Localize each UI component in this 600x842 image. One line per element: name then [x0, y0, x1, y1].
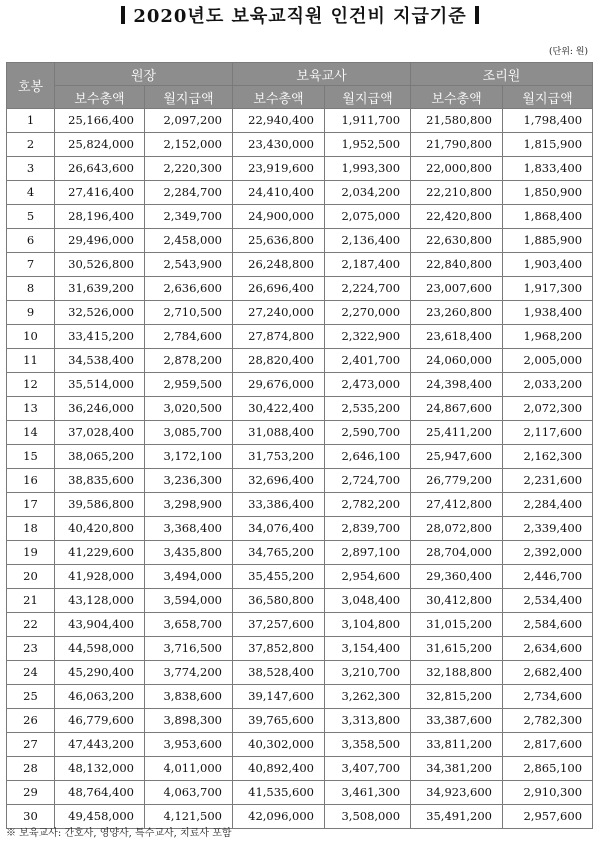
amount-cell: 3,461,300 — [325, 781, 411, 805]
amount-cell: 2,231,600 — [503, 469, 593, 493]
table-row — [7, 349, 593, 373]
table-row — [7, 757, 593, 781]
amount-cell: 31,088,400 — [233, 421, 325, 445]
amount-cell: 25,824,000 — [55, 133, 145, 157]
amount-cell: 21,580,800 — [411, 109, 503, 133]
amount-cell: 3,774,200 — [145, 661, 233, 685]
rank-cell: 15 — [7, 445, 55, 469]
amount-cell: 2,401,700 — [325, 349, 411, 373]
amount-cell: 40,892,400 — [233, 757, 325, 781]
rank-cell: 7 — [7, 253, 55, 277]
amount-cell: 2,034,200 — [325, 181, 411, 205]
rank-cell: 23 — [7, 637, 55, 661]
amount-cell: 30,412,800 — [411, 589, 503, 613]
amount-cell: 47,443,200 — [55, 733, 145, 757]
salary-table — [6, 62, 593, 829]
amount-cell: 2,339,400 — [503, 517, 593, 541]
amount-cell: 46,779,600 — [55, 709, 145, 733]
amount-cell: 2,220,300 — [145, 157, 233, 181]
rank-cell: 29 — [7, 781, 55, 805]
rank-cell: 27 — [7, 733, 55, 757]
amount-cell: 2,959,500 — [145, 373, 233, 397]
amount-cell: 21,790,800 — [411, 133, 503, 157]
amount-cell: 38,065,200 — [55, 445, 145, 469]
amount-cell: 3,658,700 — [145, 613, 233, 637]
table-row — [7, 781, 593, 805]
amount-cell: 2,033,200 — [503, 373, 593, 397]
rank-cell: 20 — [7, 565, 55, 589]
amount-cell: 23,430,000 — [233, 133, 325, 157]
amount-cell: 24,900,000 — [233, 205, 325, 229]
amount-cell: 25,411,200 — [411, 421, 503, 445]
table-row — [7, 325, 593, 349]
amount-cell: 41,928,000 — [55, 565, 145, 589]
amount-cell: 2,543,900 — [145, 253, 233, 277]
amount-cell: 34,381,200 — [411, 757, 503, 781]
rank-cell: 28 — [7, 757, 55, 781]
rank-cell: 25 — [7, 685, 55, 709]
table-row — [7, 253, 593, 277]
amount-cell: 24,867,600 — [411, 397, 503, 421]
amount-cell: 2,734,600 — [503, 685, 593, 709]
title-left-bar — [121, 6, 125, 24]
rank-cell: 10 — [7, 325, 55, 349]
amount-cell: 2,136,400 — [325, 229, 411, 253]
amount-cell: 2,117,600 — [503, 421, 593, 445]
table-row — [7, 469, 593, 493]
table-header — [7, 63, 593, 109]
amount-cell: 3,172,100 — [145, 445, 233, 469]
rank-cell: 21 — [7, 589, 55, 613]
amount-cell: 23,919,600 — [233, 157, 325, 181]
rank-cell: 4 — [7, 181, 55, 205]
amount-cell: 42,096,000 — [233, 805, 325, 829]
amount-cell: 25,636,800 — [233, 229, 325, 253]
amount-cell: 2,784,600 — [145, 325, 233, 349]
table-row — [7, 685, 593, 709]
table-row — [7, 373, 593, 397]
amount-cell: 35,455,200 — [233, 565, 325, 589]
amount-cell: 2,446,700 — [503, 565, 593, 589]
amount-cell: 1,815,900 — [503, 133, 593, 157]
amount-cell: 31,639,200 — [55, 277, 145, 301]
amount-cell: 2,322,900 — [325, 325, 411, 349]
header-sub: 월지급액 — [325, 86, 411, 109]
amount-cell: 2,162,300 — [503, 445, 593, 469]
amount-cell: 2,284,700 — [145, 181, 233, 205]
amount-cell: 3,594,000 — [145, 589, 233, 613]
table-body — [7, 109, 593, 829]
amount-cell: 1,885,900 — [503, 229, 593, 253]
amount-cell: 1,911,700 — [325, 109, 411, 133]
amount-cell: 32,188,800 — [411, 661, 503, 685]
amount-cell: 1,798,400 — [503, 109, 593, 133]
rank-cell: 6 — [7, 229, 55, 253]
amount-cell: 38,835,600 — [55, 469, 145, 493]
amount-cell: 48,764,400 — [55, 781, 145, 805]
table-row — [7, 661, 593, 685]
table-row — [7, 541, 593, 565]
rank-cell: 22 — [7, 613, 55, 637]
amount-cell: 46,063,200 — [55, 685, 145, 709]
amount-cell: 2,270,000 — [325, 301, 411, 325]
amount-cell: 32,696,400 — [233, 469, 325, 493]
amount-cell: 2,634,600 — [503, 637, 593, 661]
amount-cell: 3,210,700 — [325, 661, 411, 685]
table-row — [7, 157, 593, 181]
amount-cell: 41,229,600 — [55, 541, 145, 565]
amount-cell: 2,097,200 — [145, 109, 233, 133]
amount-cell: 2,473,000 — [325, 373, 411, 397]
amount-cell: 27,416,400 — [55, 181, 145, 205]
amount-cell: 33,811,200 — [411, 733, 503, 757]
amount-cell: 2,782,200 — [325, 493, 411, 517]
amount-cell: 24,060,000 — [411, 349, 503, 373]
amount-cell: 44,598,000 — [55, 637, 145, 661]
amount-cell: 37,028,400 — [55, 421, 145, 445]
amount-cell: 3,298,900 — [145, 493, 233, 517]
amount-cell: 26,779,200 — [411, 469, 503, 493]
amount-cell: 33,415,200 — [55, 325, 145, 349]
amount-cell: 26,643,600 — [55, 157, 145, 181]
amount-cell: 2,187,400 — [325, 253, 411, 277]
amount-cell: 1,903,400 — [503, 253, 593, 277]
amount-cell: 39,765,600 — [233, 709, 325, 733]
table-row — [7, 709, 593, 733]
table-row — [7, 565, 593, 589]
amount-cell: 2,782,300 — [503, 709, 593, 733]
table-row — [7, 229, 593, 253]
amount-cell: 3,104,800 — [325, 613, 411, 637]
amount-cell: 4,121,500 — [145, 805, 233, 829]
amount-cell: 2,075,000 — [325, 205, 411, 229]
amount-cell: 2,897,100 — [325, 541, 411, 565]
rank-cell: 26 — [7, 709, 55, 733]
amount-cell: 4,063,700 — [145, 781, 233, 805]
unit-label: (단위: 원) — [549, 47, 588, 57]
title-text: 2020년도 보육교직원 인건비 지급기준 — [133, 6, 467, 27]
amount-cell: 32,526,000 — [55, 301, 145, 325]
rank-cell: 1 — [7, 109, 55, 133]
amount-cell: 26,248,800 — [233, 253, 325, 277]
amount-cell: 23,260,800 — [411, 301, 503, 325]
amount-cell: 37,257,600 — [233, 613, 325, 637]
rank-cell: 8 — [7, 277, 55, 301]
amount-cell: 40,302,000 — [233, 733, 325, 757]
table-row — [7, 109, 593, 133]
amount-cell: 28,196,400 — [55, 205, 145, 229]
header-sub: 월지급액 — [145, 86, 233, 109]
amount-cell: 49,458,000 — [55, 805, 145, 829]
header-sub: 보수총액 — [55, 86, 145, 109]
amount-cell: 2,072,300 — [503, 397, 593, 421]
page-title — [0, 4, 600, 30]
amount-cell: 27,874,800 — [233, 325, 325, 349]
amount-cell: 32,815,200 — [411, 685, 503, 709]
table-row — [7, 493, 593, 517]
amount-cell: 2,392,000 — [503, 541, 593, 565]
header-sub: 보수총액 — [411, 86, 503, 109]
rank-cell: 18 — [7, 517, 55, 541]
amount-cell: 33,386,400 — [233, 493, 325, 517]
table-row — [7, 589, 593, 613]
amount-cell: 3,020,500 — [145, 397, 233, 421]
amount-cell: 1,938,400 — [503, 301, 593, 325]
table-row — [7, 181, 593, 205]
amount-cell: 1,868,400 — [503, 205, 593, 229]
amount-cell: 2,224,700 — [325, 277, 411, 301]
amount-cell: 2,284,400 — [503, 493, 593, 517]
amount-cell: 1,917,300 — [503, 277, 593, 301]
amount-cell: 1,850,900 — [503, 181, 593, 205]
amount-cell: 2,535,200 — [325, 397, 411, 421]
table-row — [7, 733, 593, 757]
table-row — [7, 421, 593, 445]
rank-cell: 5 — [7, 205, 55, 229]
amount-cell: 30,526,800 — [55, 253, 145, 277]
amount-cell: 29,360,400 — [411, 565, 503, 589]
amount-cell: 3,898,300 — [145, 709, 233, 733]
amount-cell: 31,015,200 — [411, 613, 503, 637]
amount-cell: 27,412,800 — [411, 493, 503, 517]
amount-cell: 3,716,500 — [145, 637, 233, 661]
table-row — [7, 133, 593, 157]
amount-cell: 40,420,800 — [55, 517, 145, 541]
rank-cell: 2 — [7, 133, 55, 157]
amount-cell: 34,765,200 — [233, 541, 325, 565]
amount-cell: 22,000,800 — [411, 157, 503, 181]
amount-cell: 3,953,600 — [145, 733, 233, 757]
title-right-bar — [475, 6, 479, 24]
amount-cell: 39,147,600 — [233, 685, 325, 709]
amount-cell: 27,240,000 — [233, 301, 325, 325]
amount-cell: 2,878,200 — [145, 349, 233, 373]
amount-cell: 1,833,400 — [503, 157, 593, 181]
amount-cell: 2,584,600 — [503, 613, 593, 637]
amount-cell: 48,132,000 — [55, 757, 145, 781]
amount-cell: 43,904,400 — [55, 613, 145, 637]
amount-cell: 3,435,800 — [145, 541, 233, 565]
header-group-cook: 조리원 — [411, 63, 593, 86]
amount-cell: 1,968,200 — [503, 325, 593, 349]
amount-cell: 2,349,700 — [145, 205, 233, 229]
amount-cell: 3,313,800 — [325, 709, 411, 733]
amount-cell: 2,534,400 — [503, 589, 593, 613]
amount-cell: 28,820,400 — [233, 349, 325, 373]
rank-cell: 11 — [7, 349, 55, 373]
amount-cell: 29,496,000 — [55, 229, 145, 253]
amount-cell: 34,538,400 — [55, 349, 145, 373]
amount-cell: 26,696,400 — [233, 277, 325, 301]
amount-cell: 2,005,000 — [503, 349, 593, 373]
amount-cell: 2,865,100 — [503, 757, 593, 781]
table-row — [7, 301, 593, 325]
amount-cell: 45,290,400 — [55, 661, 145, 685]
amount-cell: 3,838,600 — [145, 685, 233, 709]
amount-cell: 33,387,600 — [411, 709, 503, 733]
amount-cell: 3,048,400 — [325, 589, 411, 613]
amount-cell: 2,458,000 — [145, 229, 233, 253]
amount-cell: 30,422,400 — [233, 397, 325, 421]
amount-cell: 34,923,600 — [411, 781, 503, 805]
header-group-director: 원장 — [55, 63, 233, 86]
amount-cell: 2,817,600 — [503, 733, 593, 757]
amount-cell: 2,590,700 — [325, 421, 411, 445]
rank-cell: 13 — [7, 397, 55, 421]
amount-cell: 2,954,600 — [325, 565, 411, 589]
amount-cell: 2,646,100 — [325, 445, 411, 469]
header-sub: 보수총액 — [233, 86, 325, 109]
amount-cell: 1,993,300 — [325, 157, 411, 181]
header-rank: 호봉 — [7, 63, 55, 109]
amount-cell: 36,580,800 — [233, 589, 325, 613]
amount-cell: 43,128,000 — [55, 589, 145, 613]
rank-cell: 9 — [7, 301, 55, 325]
amount-cell: 22,940,400 — [233, 109, 325, 133]
amount-cell: 36,246,000 — [55, 397, 145, 421]
amount-cell: 3,154,400 — [325, 637, 411, 661]
amount-cell: 3,494,000 — [145, 565, 233, 589]
amount-cell: 22,630,800 — [411, 229, 503, 253]
header-group-teacher: 보육교사 — [233, 63, 411, 86]
amount-cell: 1,952,500 — [325, 133, 411, 157]
amount-cell: 38,528,400 — [233, 661, 325, 685]
rank-cell: 12 — [7, 373, 55, 397]
amount-cell: 28,704,000 — [411, 541, 503, 565]
amount-cell: 2,839,700 — [325, 517, 411, 541]
amount-cell: 2,957,600 — [503, 805, 593, 829]
amount-cell: 23,618,400 — [411, 325, 503, 349]
amount-cell: 29,676,000 — [233, 373, 325, 397]
table-row — [7, 445, 593, 469]
amount-cell: 39,586,800 — [55, 493, 145, 517]
amount-cell: 35,514,000 — [55, 373, 145, 397]
amount-cell: 25,947,600 — [411, 445, 503, 469]
header-sub: 월지급액 — [503, 86, 593, 109]
amount-cell: 2,710,500 — [145, 301, 233, 325]
amount-cell: 3,407,700 — [325, 757, 411, 781]
footnote: ※ 보육교사: 간호사, 영양사, 특수교사, 치료사 포함 — [6, 828, 232, 839]
rank-cell: 30 — [7, 805, 55, 829]
amount-cell: 3,085,700 — [145, 421, 233, 445]
amount-cell: 22,840,800 — [411, 253, 503, 277]
amount-cell: 22,420,800 — [411, 205, 503, 229]
amount-cell: 23,007,600 — [411, 277, 503, 301]
amount-cell: 2,724,700 — [325, 469, 411, 493]
table-row — [7, 517, 593, 541]
table-row — [7, 277, 593, 301]
table-row — [7, 205, 593, 229]
amount-cell: 3,508,000 — [325, 805, 411, 829]
table-row — [7, 397, 593, 421]
amount-cell: 37,852,800 — [233, 637, 325, 661]
amount-cell: 3,368,400 — [145, 517, 233, 541]
amount-cell: 25,166,400 — [55, 109, 145, 133]
table-row — [7, 613, 593, 637]
amount-cell: 31,753,200 — [233, 445, 325, 469]
rank-cell: 3 — [7, 157, 55, 181]
amount-cell: 35,491,200 — [411, 805, 503, 829]
amount-cell: 4,011,000 — [145, 757, 233, 781]
amount-cell: 24,410,400 — [233, 181, 325, 205]
amount-cell: 31,615,200 — [411, 637, 503, 661]
amount-cell: 2,636,600 — [145, 277, 233, 301]
amount-cell: 2,910,300 — [503, 781, 593, 805]
table-row — [7, 637, 593, 661]
amount-cell: 22,210,800 — [411, 181, 503, 205]
amount-cell: 24,398,400 — [411, 373, 503, 397]
amount-cell: 2,152,000 — [145, 133, 233, 157]
amount-cell: 3,358,500 — [325, 733, 411, 757]
amount-cell: 34,076,400 — [233, 517, 325, 541]
amount-cell: 28,072,800 — [411, 517, 503, 541]
rank-cell: 16 — [7, 469, 55, 493]
rank-cell: 17 — [7, 493, 55, 517]
rank-cell: 24 — [7, 661, 55, 685]
amount-cell: 41,535,600 — [233, 781, 325, 805]
amount-cell: 3,236,300 — [145, 469, 233, 493]
rank-cell: 19 — [7, 541, 55, 565]
amount-cell: 3,262,300 — [325, 685, 411, 709]
rank-cell: 14 — [7, 421, 55, 445]
amount-cell: 2,682,400 — [503, 661, 593, 685]
